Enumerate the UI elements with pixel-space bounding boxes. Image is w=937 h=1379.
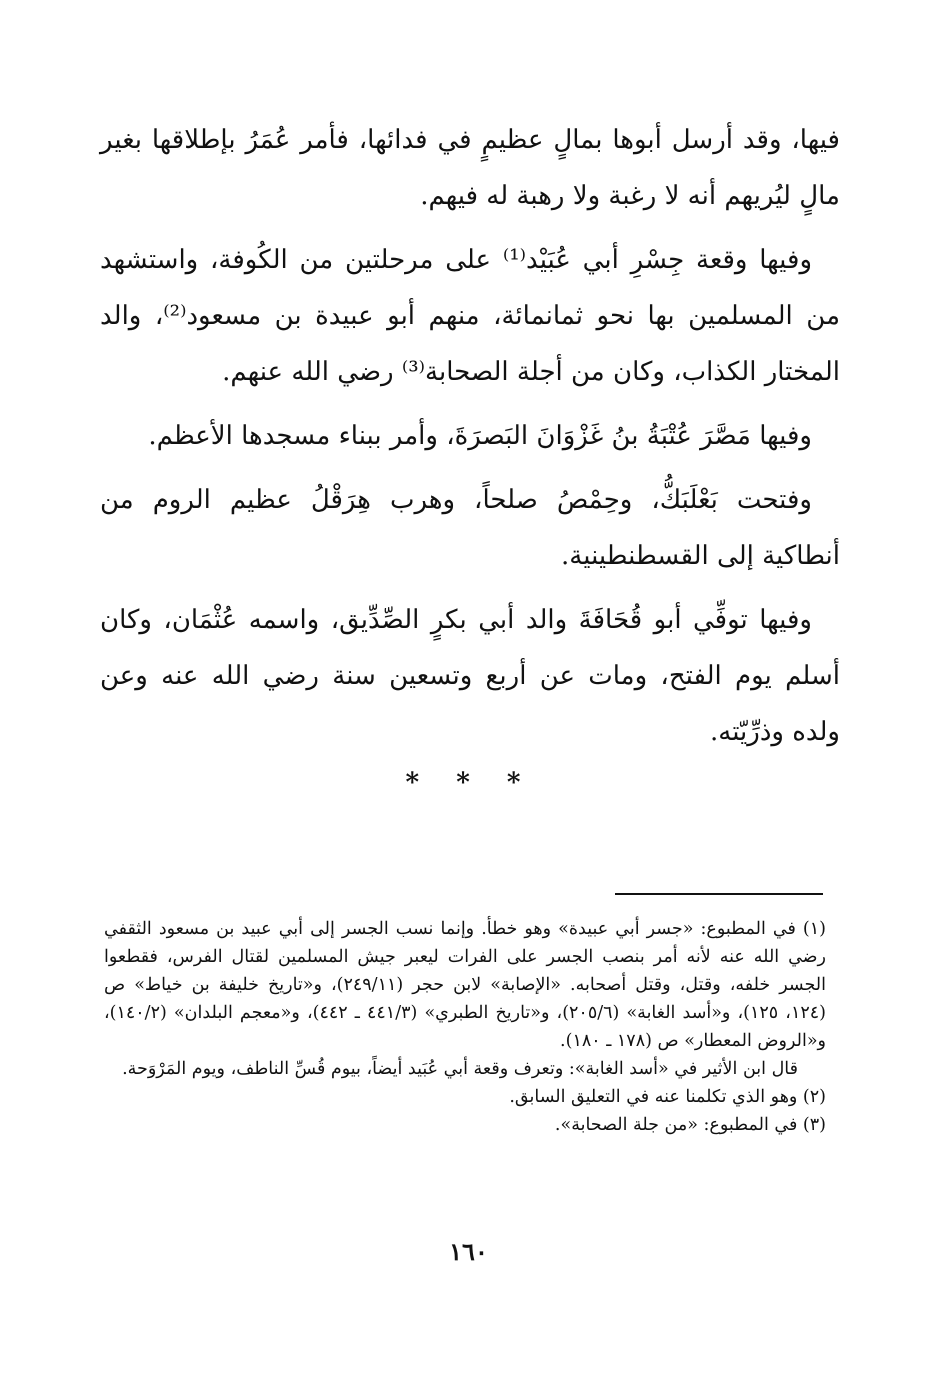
footnote-2: (٢) وهو الذي تكلمنا عنه في التعليق السابق.: [509, 1087, 826, 1107]
section-separator: * * *: [405, 768, 535, 798]
paragraph-3: وفيها مَصَّرَ عُتْبَةُ بنُ غَزْوَانَ البَصرَةَ، وأمر ببناء مسجدها الأعظم.: [148, 421, 812, 451]
footnote-3: (٣) في المطبوع: «من جلة الصحابة».: [554, 1115, 826, 1135]
footnote-divider: [615, 893, 823, 895]
page-number: ١٦٠: [449, 1237, 488, 1266]
paragraph-5: وفيها توفِّي أبو قُحَافَةَ والد أبي بكرٍ الصِّدِّيق، واسمه عُثْمَان، وكان أسلم يوم الفتح، ومات عن أربع وتسعين سنة رضي الله عنه وعن ولده وذرِّيّته.: [100, 605, 840, 747]
paragraph-1: فيها، وقد أرسل أبوها بمالٍ عظيمٍ في فدائها، فأمر عُمَرُ بإطلاقها بغير مالٍ ليُريهم أنه لا رغبة ولا رهبة له فيهم.: [100, 125, 840, 211]
main-text: [100, 112, 840, 798]
footnote-1: (١) في المطبوع: «جسر أبي عبيدة» وهو خطأ. وإنما نسب الجسر إلى أبي عبيد بن مسعود الثقفي رضي الله عنه لأنه أمر بنصب الجسر على الفرات ليعبر جيش المسلمين لقتال الفرس، فقطعوا الجسر خلفه، وقتل، وقتل أصحابه. «الإصابة» لابن حجر (٢٤٩/١١)، و«تاريخ خليفة بن خياط» ص (١٢٤، ١٢٥)، و«أسد الغابة» (٢٠٥/٦)، و«تاريخ الطبري» (٤٤١/٣ ـ ٤٤٢)، و«معجم البلدان» (١٤٠/٢)، و«الروض المعطار» ص (١٧٨ ـ ١٨٠).: [104, 919, 826, 1051]
footnote-1-extra: قال ابن الأثير في «أسد الغابة»: وتعرف وقعة أبي عُبَيد أيضاً، بيوم قُسِّ الناطف، ويوم المَرْوَحة.: [122, 1059, 798, 1079]
paragraph-2: وفيها وقعة جِسْرِ أبي عُبَيْد⁽¹⁾ على مرحلتين من الكُوفة، واستشهد من المسلمين بها نحو ثمانمائة، منهم أبو عبيدة بن مسعود⁽²⁾، والد المختار الكذاب، وكان من أجلة الصحابة⁽³⁾ رضي الله عنهم.: [100, 245, 841, 387]
footnotes: [104, 915, 826, 1139]
paragraph-4: وفتحت بَعْلَبَكُّ، وحِمْصُ صلحاً، وهرب هِرَقْلُ عظيم الروم من أنطاكية إلى القسطنطينية.: [100, 485, 840, 571]
